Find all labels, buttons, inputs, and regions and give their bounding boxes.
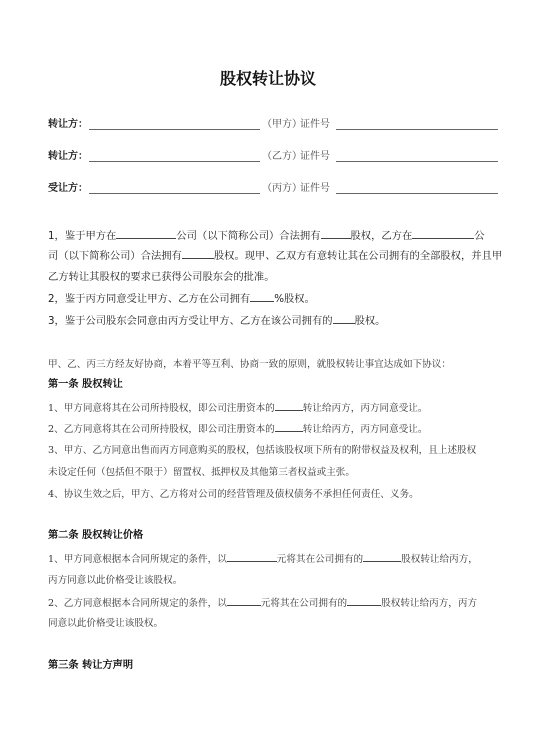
article-1-clause-3-line-2: 未设定任何（包括但不限于）留置权、抵押权及其他第三者权益或主张。 [48,467,355,478]
article-1-clause-2: 2、乙方同意将其在公司所持股权，即公司注册资本的 转让给丙方，丙方同意受让。 [48,419,496,440]
party-label: 转让方： [48,151,88,162]
article-2-title: 第二条 股权转让价格 [48,530,144,541]
recital-1-line-1: 1，鉴于甲方在 公司（以下简称公司）合法拥有 股权，乙方在 公 [48,226,492,246]
party-role: （丙方） [262,183,302,194]
id-number-label: 证件号 [300,183,330,194]
party-name-field [89,193,260,194]
article-2-clause-1-line-1: 1、甲方同意根据本合同所规定的条件，以 元将其在公司拥有的 股权转让给丙方， [48,549,496,570]
recital-1-line-2: 司（以下简称公司）合法拥有 股权。现甲、乙双方有意转让其在公司拥有的全部股权，并且甲 [48,246,492,266]
id-number-field [336,161,498,162]
article-2-clause-2-line-1: 2、乙方同意根据本合同所规定的条件，以 元将其在公司拥有的 股权转让给丙方，丙方 [48,593,496,614]
article-2-clause-2-line-2: 同意以此价格受让该股权。 [48,618,164,629]
party-row-transferor-a [48,117,488,133]
agreement-intro: 甲、乙、丙三方经友好协商，本着平等互利、协商一致的原则，就股权转让事宜达成如下协议： [48,359,451,370]
recital-2: 2，鉴于丙方同意受让甲方、乙方在公司拥有 %股权。 [48,289,492,309]
party-row-transferee [48,181,488,197]
party-row-transferor-b [48,149,488,165]
id-number-field [336,193,498,194]
id-number-label: 证件号 [300,151,330,162]
party-label: 受让方： [48,183,88,194]
article-1-clause-1: 1、甲方同意将其在公司所持股权，即公司注册资本的 转让给丙方，丙方同意受让。 [48,398,496,419]
article-1-clause-4: 4、协议生效之后，甲方、乙方将对公司的经营管理及债权债务不承担任何责任、义务。 [48,489,419,500]
id-number-field [336,129,498,130]
recital-1-line-3: 乙方转让其股权的要求已获得公司股东会的批准。 [48,271,275,283]
party-role: （甲方） [262,119,302,130]
id-number-label: 证件号 [300,119,330,130]
party-role: （乙方） [262,151,302,162]
article-2-clause-1-line-2: 丙方同意以此价格受让该股权。 [48,575,183,586]
party-name-field [89,129,260,130]
party-name-field [89,161,260,162]
page-title: 股权转让协议 [219,69,316,88]
party-label: 转让方： [48,119,88,130]
article-1-clause-3-line-1: 3、甲方、乙方同意出售而丙方同意购买的股权，包括该股权项下所有的附带权益及权利，且上述股权 [48,445,477,456]
article-1-title: 第一条 股权转让 [48,379,123,390]
article-3-title: 第三条 转让方声明 [48,660,134,671]
recital-3: 3，鉴于公司股东会同意由丙方受让甲方、乙方在该公司拥有的 股权。 [48,311,492,331]
